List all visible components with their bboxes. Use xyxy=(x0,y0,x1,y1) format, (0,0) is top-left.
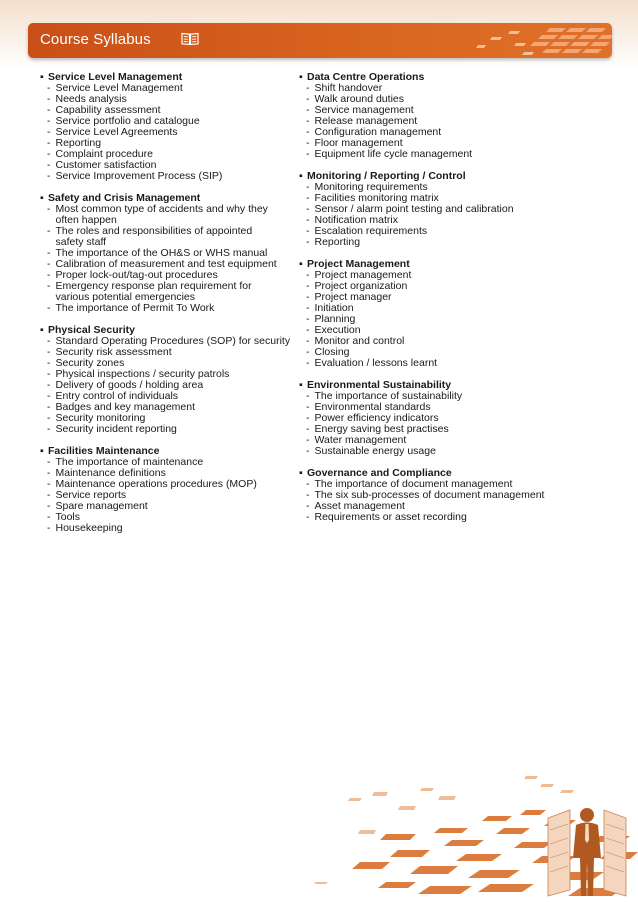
syllabus-item: - Water management xyxy=(299,435,564,446)
syllabus-item: - Sensor / alarm point testing and calibration xyxy=(299,204,564,215)
syllabus-item: - Security zones xyxy=(40,358,305,369)
right-section xyxy=(299,259,564,369)
syllabus-item: - Configuration management xyxy=(299,127,564,138)
syllabus-item: - The roles and responsibilities of appointed xyxy=(40,226,305,237)
syllabus-item: - Equipment life cycle management xyxy=(299,149,564,160)
left-section xyxy=(40,325,305,435)
open-book-icon xyxy=(181,32,199,51)
syllabus-item-continuation: safety staff xyxy=(55,236,107,248)
syllabus-item: - Energy saving best practises xyxy=(299,424,564,435)
syllabus-item: - Maintenance operations procedures (MOP) xyxy=(40,479,305,490)
syllabus-item: - Floor management xyxy=(299,138,564,149)
bullet-marker: ▪ xyxy=(299,467,303,479)
bullet-marker: ▪ xyxy=(40,192,44,204)
right-column xyxy=(299,72,564,534)
syllabus-item: - Maintenance definitions xyxy=(40,468,305,479)
syllabus-item: - Shift handover xyxy=(299,83,564,94)
left-column xyxy=(40,72,305,545)
syllabus-item: - Release management xyxy=(299,116,564,127)
syllabus-item: - The importance of the OH&S or WHS manual xyxy=(40,248,305,259)
syllabus-item: - Service management xyxy=(299,105,564,116)
syllabus-item: - The importance of sustainability xyxy=(299,391,564,402)
left-section xyxy=(40,72,305,182)
syllabus-item: - Reporting xyxy=(299,237,564,248)
syllabus-item-continuation: often happen xyxy=(55,214,117,226)
syllabus-item: - Standard Operating Procedures (SOP) for security xyxy=(40,336,305,347)
section-heading-text: Physical Security xyxy=(48,324,135,336)
syllabus-item: - Facilities monitoring matrix xyxy=(299,193,564,204)
businessman-illustration xyxy=(290,770,638,902)
right-section xyxy=(299,171,564,248)
syllabus-item: - Emergency response plan requirement for xyxy=(40,281,305,292)
right-section xyxy=(299,72,564,160)
syllabus-item-continuation: various potential emergencies xyxy=(55,291,195,303)
syllabus-item: - Customer satisfaction xyxy=(40,160,305,171)
syllabus-item: - Service Level Management xyxy=(40,83,305,94)
bullet-marker: ▪ xyxy=(40,324,44,336)
syllabus-item: - Most common type of accidents and why they xyxy=(40,204,305,215)
bullet-marker: ▪ xyxy=(299,258,303,270)
syllabus-item: - Housekeeping xyxy=(40,523,305,534)
syllabus-item: - Security risk assessment xyxy=(40,347,305,358)
syllabus-item: - Calibration of measurement and test equipment xyxy=(40,259,305,270)
syllabus-item: - Security incident reporting xyxy=(40,424,305,435)
syllabus-item: - Entry control of individuals xyxy=(40,391,305,402)
syllabus-item: - The six sub-processes of document management xyxy=(299,490,564,501)
bullet-marker: ▪ xyxy=(299,170,303,182)
syllabus-item: - The importance of Permit To Work xyxy=(40,303,305,314)
left-section xyxy=(40,446,305,534)
syllabus-item: - Evaluation / lessons learnt xyxy=(299,358,564,369)
syllabus-item: - Power efficiency indicators xyxy=(299,413,564,424)
syllabus-item: - Complaint procedure xyxy=(40,149,305,160)
right-section xyxy=(299,468,564,523)
syllabus-item: - Asset management xyxy=(299,501,564,512)
section-banner xyxy=(28,23,612,58)
syllabus-item: - Walk around duties xyxy=(299,94,564,105)
bullet-marker: ▪ xyxy=(299,379,303,391)
left-section xyxy=(40,193,305,314)
syllabus-item: - Service Level Agreements xyxy=(40,127,305,138)
syllabus-item: - Service portfolio and catalogue xyxy=(40,116,305,127)
syllabus-item: - Sustainable energy usage xyxy=(299,446,564,457)
syllabus-item: - Physical inspections / security patrols xyxy=(40,369,305,380)
section-heading-text: Service Level Management xyxy=(48,71,183,83)
syllabus-item: - Service reports xyxy=(40,490,305,501)
syllabus-item: - Environmental standards xyxy=(299,402,564,413)
syllabus-item: - Escalation requirements xyxy=(299,226,564,237)
section-heading-text: Environmental Sustainability xyxy=(307,379,452,391)
section-heading-text: Facilities Maintenance xyxy=(48,445,160,457)
syllabus-item: - Requirements or asset recording xyxy=(299,512,564,523)
syllabus-item: - Initiation xyxy=(299,303,564,314)
section-heading-text: Safety and Crisis Management xyxy=(48,192,201,204)
syllabus-item: - Execution xyxy=(299,325,564,336)
syllabus-item: - Notification matrix xyxy=(299,215,564,226)
bullet-marker: ▪ xyxy=(299,71,303,83)
syllabus-item: - Service Improvement Process (SIP) xyxy=(40,171,305,182)
bullet-marker: ▪ xyxy=(40,71,44,83)
syllabus-item: - Monitor and control xyxy=(299,336,564,347)
syllabus-item: - Capability assessment xyxy=(40,105,305,116)
bullet-marker: ▪ xyxy=(40,445,44,457)
syllabus-item: - Proper lock-out/tag-out procedures xyxy=(40,270,305,281)
syllabus-item: - The importance of document management xyxy=(299,479,564,490)
syllabus-item: - Closing xyxy=(299,347,564,358)
section-heading-text: Data Centre Operations xyxy=(307,71,425,83)
syllabus-item: - Delivery of goods / holding area xyxy=(40,380,305,391)
section-heading-text: Monitoring / Reporting / Control xyxy=(307,170,466,182)
syllabus-item: - Project management xyxy=(299,270,564,281)
syllabus-item: - Tools xyxy=(40,512,305,523)
page-title: Course Syllabus xyxy=(40,31,151,48)
syllabus-item: - Monitoring requirements xyxy=(299,182,564,193)
syllabus-item: - The importance of maintenance xyxy=(40,457,305,468)
section-heading-text: Project Management xyxy=(307,258,410,270)
syllabus-item: - Needs analysis xyxy=(40,94,305,105)
syllabus-item: - Project organization xyxy=(299,281,564,292)
syllabus-item: - Badges and key management xyxy=(40,402,305,413)
syllabus-item: - Reporting xyxy=(40,138,305,149)
syllabus-item: - Project manager xyxy=(299,292,564,303)
right-section xyxy=(299,380,564,457)
section-heading-text: Governance and Compliance xyxy=(307,467,452,479)
syllabus-item: - Planning xyxy=(299,314,564,325)
syllabus-item: - Spare management xyxy=(40,501,305,512)
banner-tile-pattern xyxy=(392,23,612,58)
syllabus-item: - Security monitoring xyxy=(40,413,305,424)
